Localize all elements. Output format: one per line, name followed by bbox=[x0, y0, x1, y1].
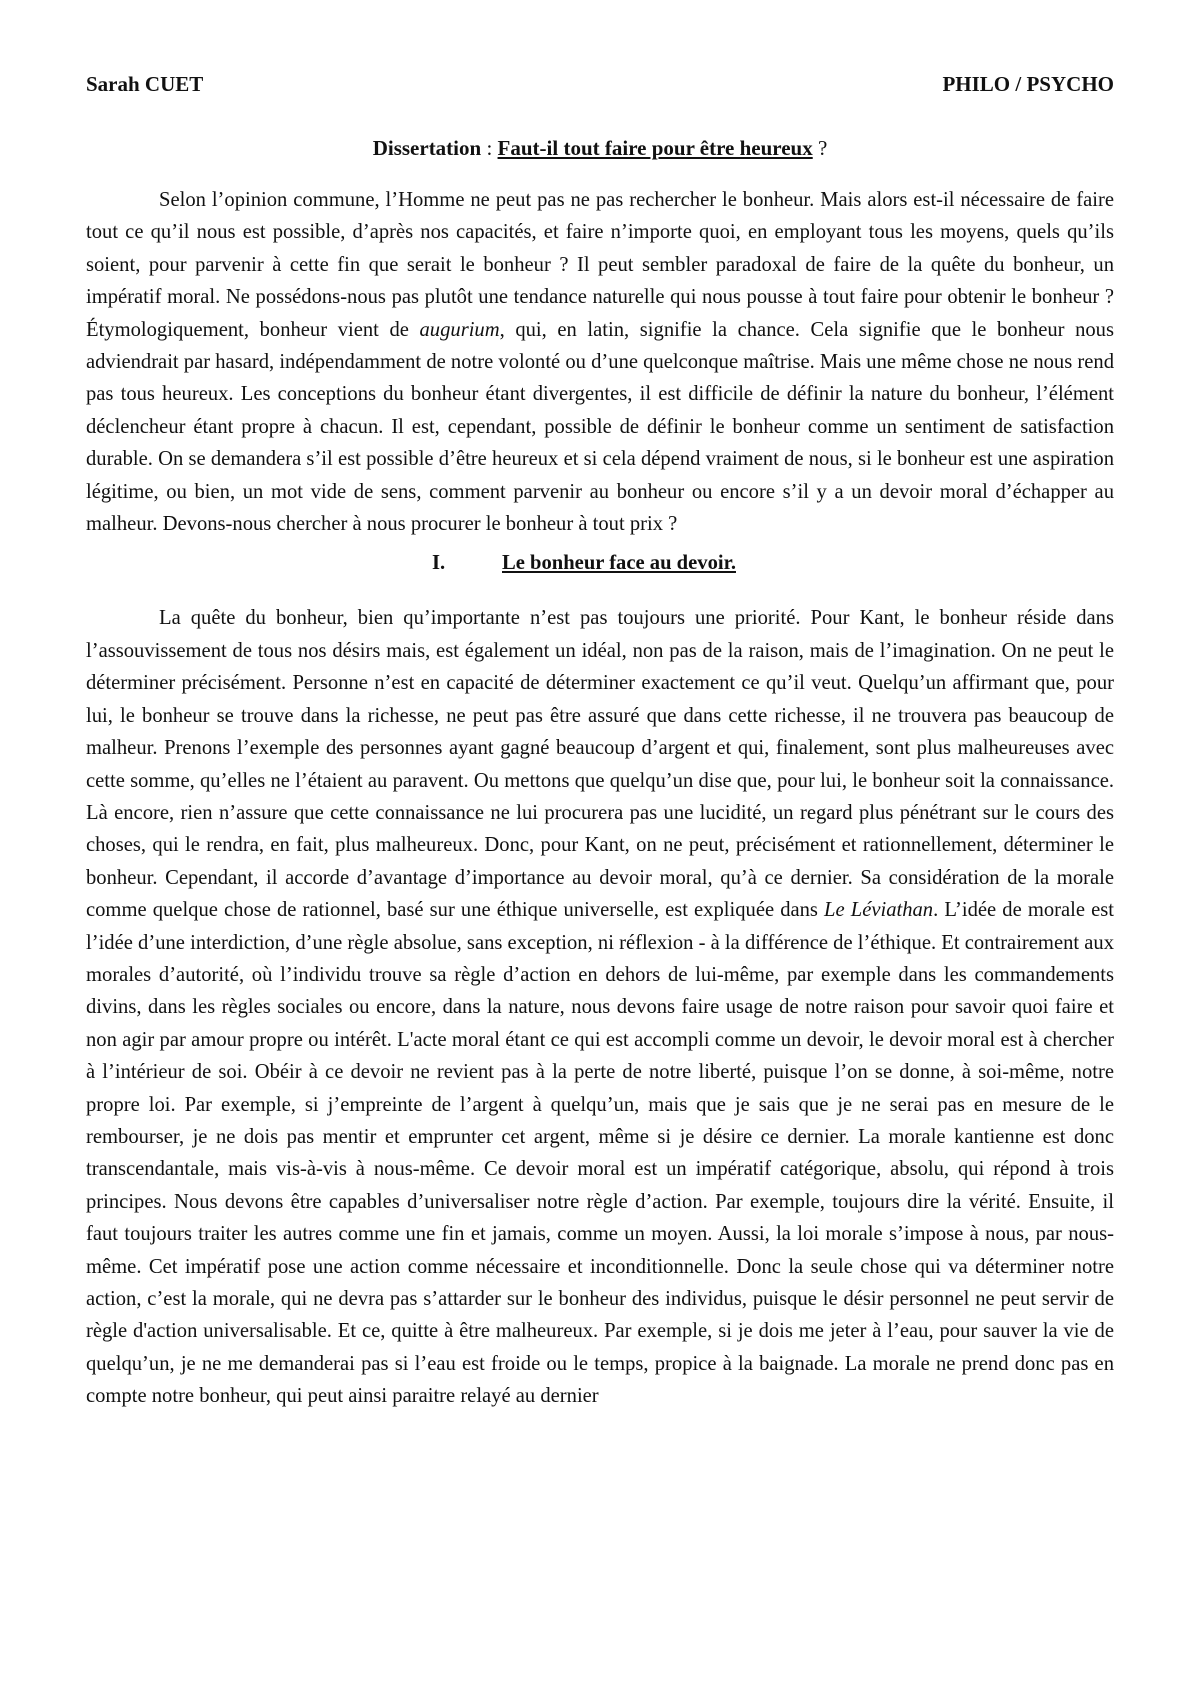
document-page bbox=[86, 72, 1114, 1413]
section-1-number: I. bbox=[432, 552, 446, 575]
section-1-heading bbox=[86, 552, 1114, 584]
intro-text-part1: Selon l’opinion commune, l’Homme ne peut pas ne pas rechercher le bonheur. Mais alors est-il nécessaire de faire tout ce qu’il nous est possible, d’après nos capacités, et faire n’importe quoi, en employant tous les moyens, quels qu’ils soient, pour parvenir à cette fin que serait le bonheur ? Il peut sembler paradoxal de faire de la quête du bonheur, un impératif moral. Ne possédons-nous pas plutôt une tendance naturelle qui nous pousse à tout faire pour obtenir le bonheur ? Étymologiquement, bonheur vient de bbox=[86, 189, 1114, 341]
latin-word: augurium bbox=[419, 318, 500, 341]
document-title bbox=[86, 136, 1114, 166]
section-1-text-part2: . L’idée de morale est l’idée d’une interdiction, d’une règle absolue, sans exception, ni réflexion - à la différence de l’éthique. Et contrairement aux morales d’autorité, où l’individu trouve sa règle d’action en dehors de lui-même, par exemple dans les commandements divins, dans les règles sociales ou encore, dans la nature, nous devons faire usage de notre raison pour savoir quoi faire et non agir par amour propre ou intérêt. L'acte moral étant ce qui est accompli comme un devoir, le devoir moral est à chercher à l’intérieur de soi. Obéir à ce devoir ne revient pas à la perte de notre liberté, puisque l’on se donne, à soi-même, notre propre loi. Par exemple, si j’empreinte de l’argent à quelqu’un, mais que je sais que je ne serai pas en mesure de le rembourser, je ne dois pas mentir et emprunter cet argent, même si je désire ce dernier. La morale kantienne est donc transcendantale, mais vis-à-vis à nous-même. Ce devoir moral est un impératif catégorique, absolu, qui répond à trois principes. Nous devons être capables d’universaliser notre règle d’action. Par exemple, toujours dire la vérité. Ensuite, il faut toujours traiter les autres comme une fin et jamais, comme un moyen. Aussi, la loi morale s’impose à nous, par nous-même. Cet impératif pose une action comme nécessaire et inconditionnelle. Donc la seule chose qui va déterminer notre action, c’est la morale, qui ne devra pas s’attarder sur le bonheur des individus, puisque le désir personnel ne peut servir de règle d'action universalisable. Et ce, quitte à être malheureux. Par exemple, si je dois me jeter à l’eau, pour sauver la vie de quelqu’un, je ne me demanderai pas si l’eau est froide ou le temps, propice à la baignade. La morale ne prend donc pas en compte notre bonheur, qui peut ainsi paraitre relayé au dernier bbox=[86, 899, 1114, 1408]
title-label: Dissertation bbox=[372, 136, 482, 160]
introduction-paragraph bbox=[86, 184, 1114, 540]
section-1-text-part1: La quête du bonheur, bien qu’importante n’est pas toujours une priorité. Pour Kant, le bonheur réside dans l’assouvissement de tous nos désirs mais, est également un idéal, non pas de la raison, mais de l’imagination. On ne peut le déterminer précisément. Personne n’est en capacité de déterminer exactement ce qu’il veut. Quelqu’un affirmant que, pour lui, le bonheur se trouve dans la richesse, ne peut pas être assuré que dans cette richesse, il ne trouvera pas beaucoup de malheur. Prenons l’exemple des personnes ayant gagné beaucoup d’argent et qui, finalement, sont plus malheureuses avec cette somme, qu’elles ne l’étaient au paravent. Ou mettons que quelqu’un dise que, pour lui, le bonheur soit la connaissance. Là encore, rien n’assure que cette connaissance ne lui procurera pas une lucidité, un regard plus pénétrant sur le cours des choses, qui le rendra, en fait, plus malheureux. Donc, pour Kant, on ne peut, précisément et rationnellement, déterminer le bonheur. Cependant, il accorde d’avantage d’importance au devoir moral, qu’à ce dernier. Sa considération de la morale comme quelque chose de rationnel, basé sur une éthique universelle, est expliquée dans bbox=[86, 607, 1114, 922]
author-name: Sarah CUET bbox=[86, 72, 204, 96]
document-header bbox=[86, 72, 1114, 108]
section-1-title: Le bonheur face au devoir. bbox=[502, 552, 736, 575]
title-question: Faut-il tout faire pour être heureux bbox=[497, 136, 813, 160]
course-name: PHILO / PSYCHO bbox=[942, 72, 1114, 96]
intro-text-part2: , qui, en latin, signifie la chance. Cela signifie que le bonheur nous adviendrait par hasard, indépendamment de notre volonté ou d’une quelconque maîtrise. Mais une même chose ne nous rend pas tous heureux. Les conceptions du bonheur étant divergentes, il est difficile de définir la nature du bonheur, l’élément déclencheur étant propre à chacun. Il est, cependant, possible de définir le bonheur comme un sentiment de satisfaction durable. On se demandera s’il est possible d’être heureux et si cela dépend vraiment de nous, si le bonheur est une aspiration légitime, ou bien, un mot vide de sens, comment parvenir au bonheur ou encore s’il y a un devoir moral d’échapper au malheur. Devons-nous chercher à nous procurer le bonheur à tout prix ? bbox=[86, 318, 1114, 536]
title-separator: : bbox=[481, 136, 498, 160]
section-1-paragraph bbox=[86, 602, 1114, 1412]
book-title: Le Léviathan bbox=[824, 899, 934, 922]
title-end: ? bbox=[812, 136, 828, 160]
